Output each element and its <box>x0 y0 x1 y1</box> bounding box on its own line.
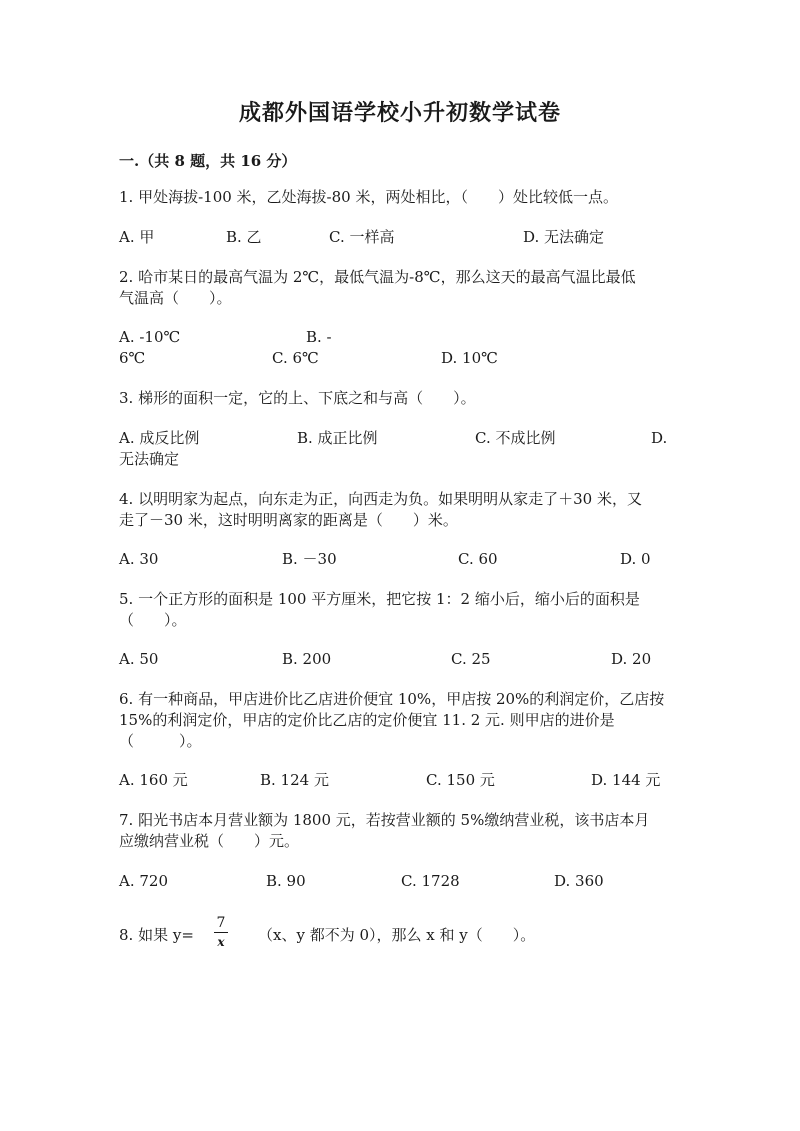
question-3: 3. 梯形的面积一定，它的上、下底之和与高（ ）。 <box>119 389 476 407</box>
q5-option-d[interactable]: D. 20 <box>611 650 652 668</box>
question-7-line-1: 7. 阳光书店本月营业额为 1800 元，若按营业额的 5%缴纳营业税，该书店本月 <box>119 811 650 829</box>
section-header: 一.（共 8 题，共 16 分） <box>119 152 297 170</box>
q3-option-b[interactable]: B. 成正比例 <box>297 429 378 447</box>
fraction-denominator: x <box>217 935 225 949</box>
q2-option-c[interactable]: C. 6℃ <box>272 349 319 367</box>
q6-option-c[interactable]: C. 150 元 <box>426 771 495 789</box>
question-4-line-1: 4. 以明明家为起点，向东走为正，向西走为负。如果明明从家走了＋30 米，又 <box>119 490 642 508</box>
fraction-numerator: 7 <box>216 915 226 931</box>
q7-option-c[interactable]: C. 1728 <box>401 872 460 890</box>
question-5-line-2: （ ）。 <box>119 611 187 629</box>
q2-option-b-cont[interactable]: 6℃ <box>119 349 146 367</box>
q3-option-c[interactable]: C. 不成比例 <box>475 429 556 447</box>
fraction-bar <box>214 932 228 933</box>
q4-option-c[interactable]: C. 60 <box>458 550 498 568</box>
q5-option-b[interactable]: B. 200 <box>282 650 332 668</box>
question-4-line-2: 走了－30 米，这时明明离家的距离是（ ）米。 <box>119 511 458 529</box>
q2-option-d[interactable]: D. 10℃ <box>441 349 498 367</box>
q3-option-a[interactable]: A. 成反比例 <box>119 429 200 447</box>
question-1: 1. 甲处海拔-100 米，乙处海拔-80 米，两处相比，（ ）处比较低一点。 <box>119 188 618 206</box>
question-8-suffix: （x、y 都不为 0），那么 x 和 y（ ）。 <box>258 926 536 944</box>
q4-option-b[interactable]: B. －30 <box>282 550 337 568</box>
q6-option-d[interactable]: D. 144 元 <box>591 771 661 789</box>
q6-option-b[interactable]: B. 124 元 <box>260 771 329 789</box>
question-8-prefix: 8. 如果 y= <box>119 926 194 944</box>
question-5-line-1: 5. 一个正方形的面积是 100 平方厘米，把它按 1：2 缩小后，缩小后的面积是 <box>119 590 640 608</box>
q7-option-a[interactable]: A. 720 <box>119 872 168 890</box>
page-title: 成都外国语学校小升初数学试卷 <box>238 100 561 126</box>
question-6-line-2: 15%的利润定价，甲店的定价比乙店的定价便宜 11. 2 元. 则甲店的进价是 <box>119 711 615 729</box>
q7-option-b[interactable]: B. 90 <box>266 872 306 890</box>
q5-option-c[interactable]: C. 25 <box>451 650 491 668</box>
q1-option-b[interactable]: B. 乙 <box>226 228 262 246</box>
q6-option-a[interactable]: A. 160 元 <box>119 771 188 789</box>
fraction-7-over-x <box>214 915 228 950</box>
q5-option-a[interactable]: A. 50 <box>119 650 159 668</box>
q1-option-d[interactable]: D. 无法确定 <box>523 228 605 246</box>
question-7-line-2: 应缴纳营业税（ ）元。 <box>119 832 300 850</box>
question-2-line-2: 气温高（ ）。 <box>119 289 232 307</box>
q4-option-a[interactable]: A. 30 <box>119 550 159 568</box>
question-6-line-1: 6. 有一种商品，甲店进价比乙店进价便宜 10%，甲店按 20%的利润定价，乙店按 <box>119 690 665 708</box>
question-2-line-1: 2. 哈市某日的最高气温为 2℃，最低气温为-8℃，那么这天的最高气温比最低 <box>119 268 636 286</box>
question-6-line-3: （ ）。 <box>119 732 202 750</box>
q7-option-d[interactable]: D. 360 <box>554 872 604 890</box>
q2-option-a[interactable]: A. -10℃ <box>119 328 181 346</box>
q3-option-d[interactable]: D. <box>651 429 668 447</box>
q1-option-c[interactable]: C. 一样高 <box>329 228 395 246</box>
q2-option-b[interactable]: B. - <box>306 328 332 346</box>
q1-option-a[interactable]: A. 甲 <box>119 228 155 246</box>
q3-option-d-cont[interactable]: 无法确定 <box>119 450 180 468</box>
q4-option-d[interactable]: D. 0 <box>620 550 651 568</box>
